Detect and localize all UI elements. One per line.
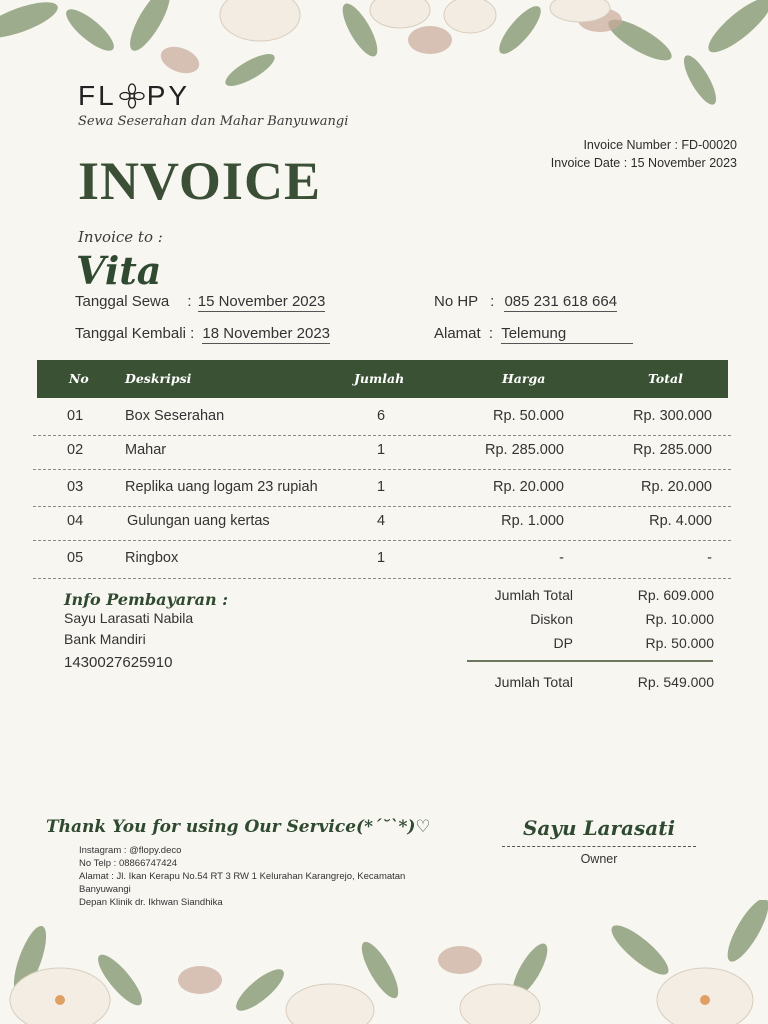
signature-name: Sayu Larasati (522, 816, 676, 840)
phone-value: 085 231 618 664 (504, 293, 618, 310)
row-total: Rp. 300.000 (632, 408, 712, 424)
row-qty: 1 (377, 479, 386, 495)
signature-line (502, 846, 696, 847)
contact-instagram: Instagram : @flopy.deco (79, 845, 182, 856)
row-divider (33, 469, 731, 470)
payment-info-title: Info Pembayaran : (64, 590, 229, 609)
flower-logo-icon (119, 83, 145, 109)
discount-value: Rp. 10.000 (645, 611, 714, 627)
payment-account-name: Sayu Larasati Nabila (64, 610, 194, 626)
contact-phone: No Telp : 08866747424 (79, 858, 178, 869)
row-qty: 1 (377, 442, 386, 458)
payment-bank: Bank Mandiri (64, 631, 146, 647)
invoice-date: Invoice Date : 15 November 2023 (550, 156, 737, 170)
phone-separator: : (490, 293, 495, 310)
return-date-label: Tanggal Kembali : (75, 325, 195, 342)
rent-date-label: Tanggal Sewa (75, 293, 170, 310)
row-qty: 6 (377, 408, 386, 424)
row-price: Rp. 285.000 (484, 442, 564, 458)
summary-divider (467, 660, 713, 662)
row-total: Rp. 285.000 (632, 442, 712, 458)
row-divider (33, 540, 731, 541)
row-qty: 4 (377, 513, 386, 529)
row-divider (33, 578, 731, 579)
discount-label: Diskon (530, 611, 573, 627)
row-price: - (559, 550, 564, 566)
row-price: Rp. 20.000 (493, 479, 564, 495)
row-no: 04 (67, 513, 84, 529)
address-value: Telemung (501, 325, 633, 344)
column-header-total: Total (648, 371, 683, 386)
table-header (37, 360, 728, 398)
row-description: Replika uang logam 23 rupiah (125, 479, 318, 495)
contact-landmark: Depan Klinik dr. Ikhwan Siandhika (79, 897, 223, 908)
customer-name: Vita (76, 248, 162, 293)
row-divider (33, 506, 731, 507)
dp-value: Rp. 50.000 (645, 635, 714, 651)
column-header-price: Harga (502, 371, 546, 386)
row-description: Mahar (125, 442, 167, 458)
row-no: 03 (67, 479, 84, 495)
contact-address: Alamat : Jl. Ikan Kerapu No.54 RT 3 RW 1 Kelurahan Karangrejo, Kecamatan Banyuwangi (79, 871, 406, 895)
row-no: 02 (67, 442, 84, 458)
row-qty: 1 (377, 550, 386, 566)
page-title: INVOICE (78, 151, 321, 211)
row-description: Box Seserahan (125, 408, 225, 424)
signature-role: Owner (580, 852, 618, 866)
column-header-qty: Jumlah (354, 371, 405, 386)
contact-info (79, 844, 459, 909)
column-header-description: Deskripsi (125, 371, 192, 386)
rent-date-value: 15 November 2023 (197, 293, 326, 310)
address-field (434, 325, 633, 344)
brand-logo (78, 80, 190, 112)
payment-account-number: 1430027625910 (64, 654, 173, 671)
floral-bottom-decoration (0, 900, 768, 1024)
return-date-field (75, 325, 330, 342)
row-description: Gulungan uang kertas (127, 513, 270, 529)
grand-total-value: Rp. 549.000 (637, 674, 714, 690)
rent-date-field (75, 293, 325, 310)
row-price: Rp. 50.000 (493, 408, 564, 424)
row-description: Ringbox (125, 550, 179, 566)
invoice-meta (551, 136, 737, 172)
invoice-number: Invoice Number : FD-00020 (583, 138, 737, 152)
brand-tagline: Sewa Seserahan dan Mahar Banyuwangi (78, 114, 349, 129)
grand-total-label: Jumlah Total (494, 674, 573, 690)
logo-text-right: PY (146, 80, 191, 111)
address-separator: : (488, 325, 494, 342)
row-total: - (707, 550, 712, 566)
phone-field (434, 293, 617, 310)
phone-label: No HP (434, 293, 478, 310)
row-total: Rp. 4.000 (649, 513, 712, 529)
return-date-value: 18 November 2023 (202, 325, 331, 342)
subtotal-value: Rp. 609.000 (637, 587, 714, 603)
subtotal-label: Jumlah Total (494, 587, 573, 603)
dp-label: DP (553, 635, 573, 651)
thank-you-message: Thank You for using Our Service(*´˘`*)♡ (46, 817, 431, 837)
row-divider (33, 435, 731, 436)
invoice-to-heading: Invoice to : (78, 228, 163, 246)
row-price: Rp. 1.000 (501, 513, 564, 529)
rent-date-separator: : (187, 293, 192, 310)
row-no: 05 (67, 550, 84, 566)
row-no: 01 (67, 408, 84, 424)
address-label: Alamat (434, 325, 481, 342)
logo-text-left: FL (78, 80, 117, 111)
row-total: Rp. 20.000 (641, 479, 712, 495)
column-header-no: No (69, 371, 89, 386)
